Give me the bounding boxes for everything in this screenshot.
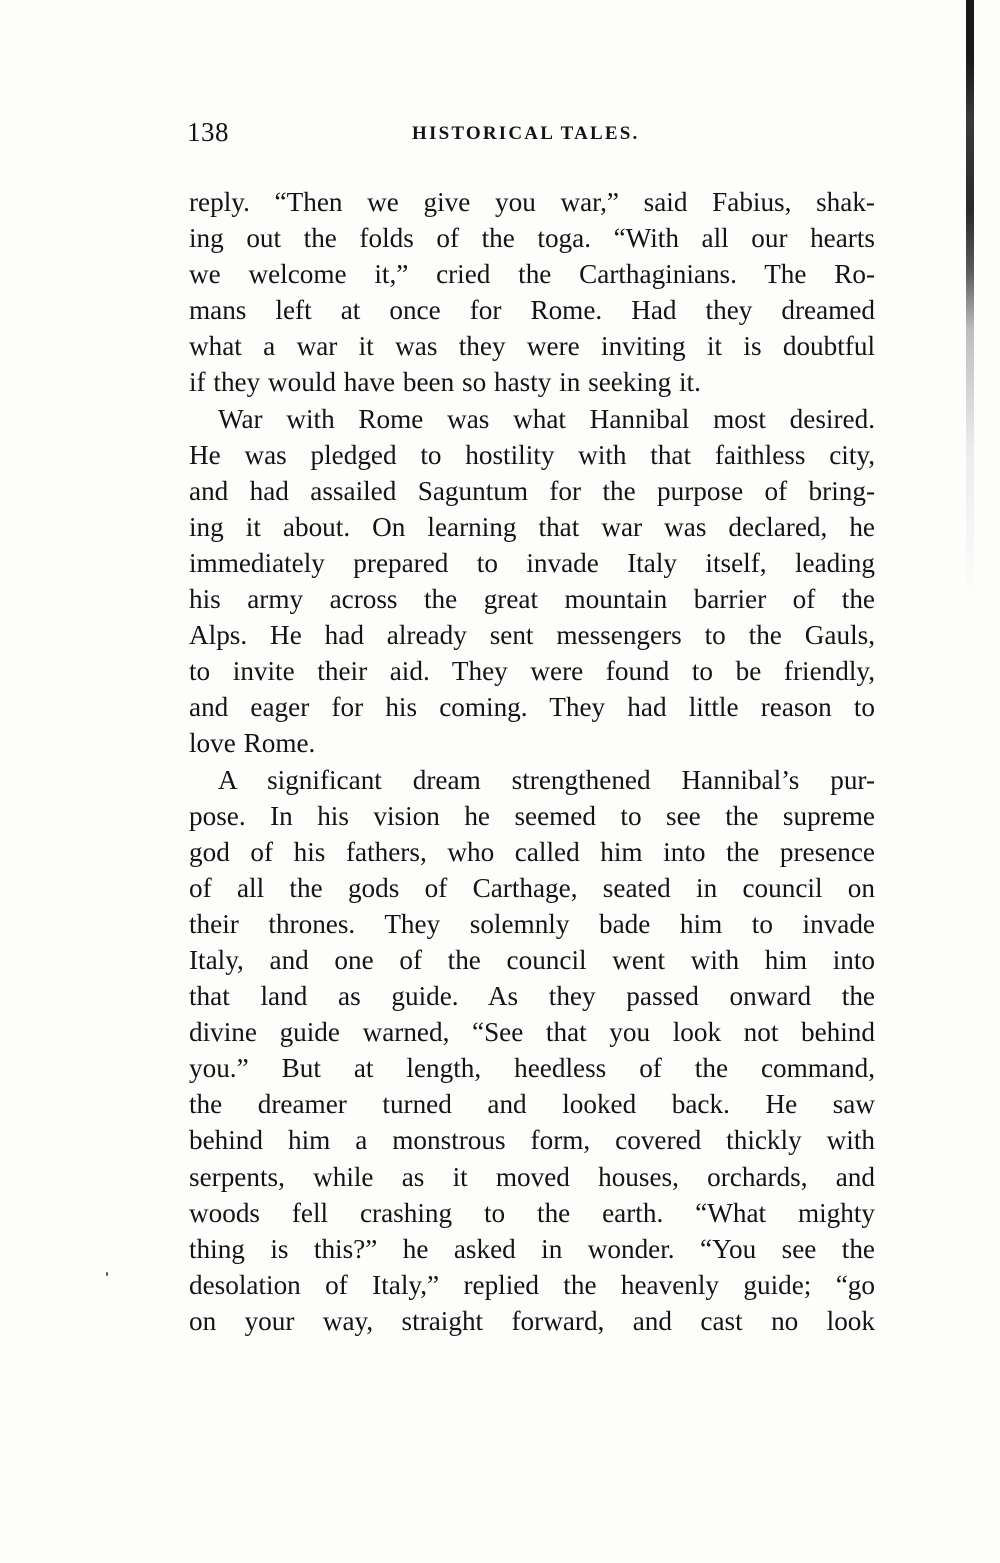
text-line: ing out the folds of the toga. “With all our hearts <box>189 223 875 254</box>
text-line: if they would have been so hasty in seeking it. <box>189 367 701 398</box>
text-line: immediately prepared to invade Italy itself, leading <box>189 547 875 578</box>
text-line: what a war it was they were inviting it is doubtful <box>189 331 875 362</box>
text-line: you.” But at length, heedless of the command, <box>189 1053 875 1084</box>
text-line: behind him a monstrous form, covered thickly with <box>189 1125 875 1156</box>
text-line: A significant dream strengthened Hannibal’s pur- <box>218 764 875 795</box>
page-edge-shadow <box>966 0 974 600</box>
page-number: 138 <box>187 117 229 147</box>
text-line: and had assailed Saguntum for the purpose of bring- <box>189 475 875 506</box>
body-text <box>189 184 875 1339</box>
text-line: Italy, and one of the council went with him into <box>189 944 875 975</box>
text-line: desolation of Italy,” replied the heavenly guide; “go <box>189 1269 875 1300</box>
text-line: of all the gods of Carthage, seated in council on <box>189 872 875 903</box>
text-line: their thrones. They solemnly bade him to invade <box>189 908 875 939</box>
text-line: pose. In his vision he seemed to see the supreme <box>189 800 875 831</box>
text-line: thing is this?” he asked in wonder. “You see the <box>189 1233 875 1264</box>
text-line: on your way, straight forward, and cast no look <box>189 1305 875 1336</box>
text-line: divine guide warned, “See that you look not behind <box>189 1017 875 1048</box>
text-line: the dreamer turned and looked back. He saw <box>189 1089 875 1120</box>
text-line: War with Rome was what Hannibal most desired. <box>218 403 875 434</box>
text-line: god of his fathers, who called him into the presence <box>189 836 875 867</box>
text-line: woods fell crashing to the earth. “What mighty <box>189 1197 875 1228</box>
text-line: He was pledged to hostility with that faithless city, <box>189 439 875 470</box>
text-line: and eager for his coming. They had little reason to <box>189 692 875 723</box>
text-line: mans left at once for Rome. Had they dreamed <box>189 295 875 326</box>
running-head <box>187 117 877 157</box>
text-line: love Rome. <box>189 728 316 759</box>
text-line: that land as guide. As they passed onward the <box>189 981 875 1012</box>
margin-speck <box>106 1272 108 1276</box>
text-line: Alps. He had already sent messengers to the Gauls, <box>189 620 875 651</box>
text-line: to invite their aid. They were found to be friendly, <box>189 656 875 687</box>
text-line: we welcome it,” cried the Carthaginians. The Ro- <box>189 259 875 290</box>
text-line: ing it about. On learning that war was declared, he <box>189 511 875 542</box>
text-line: serpents, while as it moved houses, orchards, and <box>189 1161 875 1192</box>
text-line: reply. “Then we give you war,” said Fabius, shak- <box>189 187 875 217</box>
text-line: his army across the great mountain barrier of the <box>189 584 875 615</box>
running-title: HISTORICAL TALES. <box>412 123 640 144</box>
